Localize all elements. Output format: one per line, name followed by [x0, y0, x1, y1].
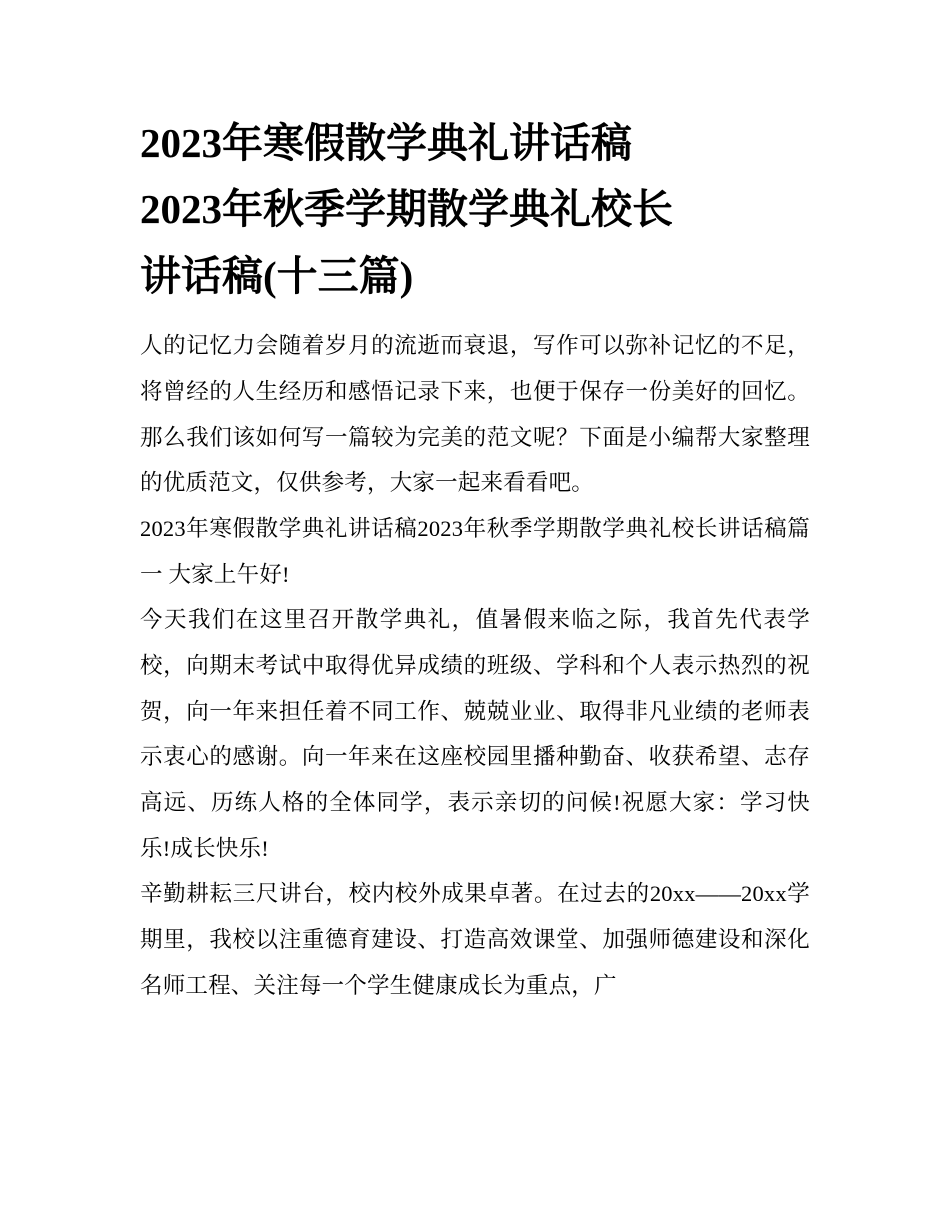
page-title-line-1: 2023年寒假散学典礼讲话稿: [140, 120, 632, 166]
paragraph-section-heading: 2023年寒假散学典礼讲话稿2023年秋季学期散学典礼校长讲话稿篇一 大家上午好!: [140, 515, 810, 587]
page-title-line-3: 讲话稿(十三篇): [140, 252, 414, 299]
paragraph-intro: 人的记忆力会随着岁月的流逝而衰退，写作可以弥补记忆的不足，将曾经的人生经历和感悟记录下来，也便于保存一份美好的回忆。那么我们该如何写一篇较为完美的范文呢？下面是小编帮大家整理的优质范文，仅供参考，大家一起来看看吧。: [140, 333, 810, 496]
page-title-line-2: 2023年秋季学期散学典礼校长: [140, 186, 673, 233]
paragraph-speech-body: 今天我们在这里召开散学典礼，值暑假来临之际，我首先代表学校，向期末考试中取得优异成绩的班级、学科和个人表示热烈的祝贺，向一年来担任着不同工作、兢兢业业、取得非凡业绩的老师表示衷心的感谢。向一年来在这座校园里播种勤奋、收获希望、志存高远、历练人格的全体同学，表示亲切的问候!祝愿大家：学习快乐!成长快乐!: [140, 607, 810, 861]
page-title: [140, 110, 810, 309]
paragraph-speech-continued: 辛勤耕耘三尺讲台，校内校外成果卓著。在过去的20xx——20xx学期里，我校以注重德育建设、打造高效课堂、加强师德建设和深化名师工程、关注每一个学生健康成长为重点，广: [140, 881, 810, 998]
